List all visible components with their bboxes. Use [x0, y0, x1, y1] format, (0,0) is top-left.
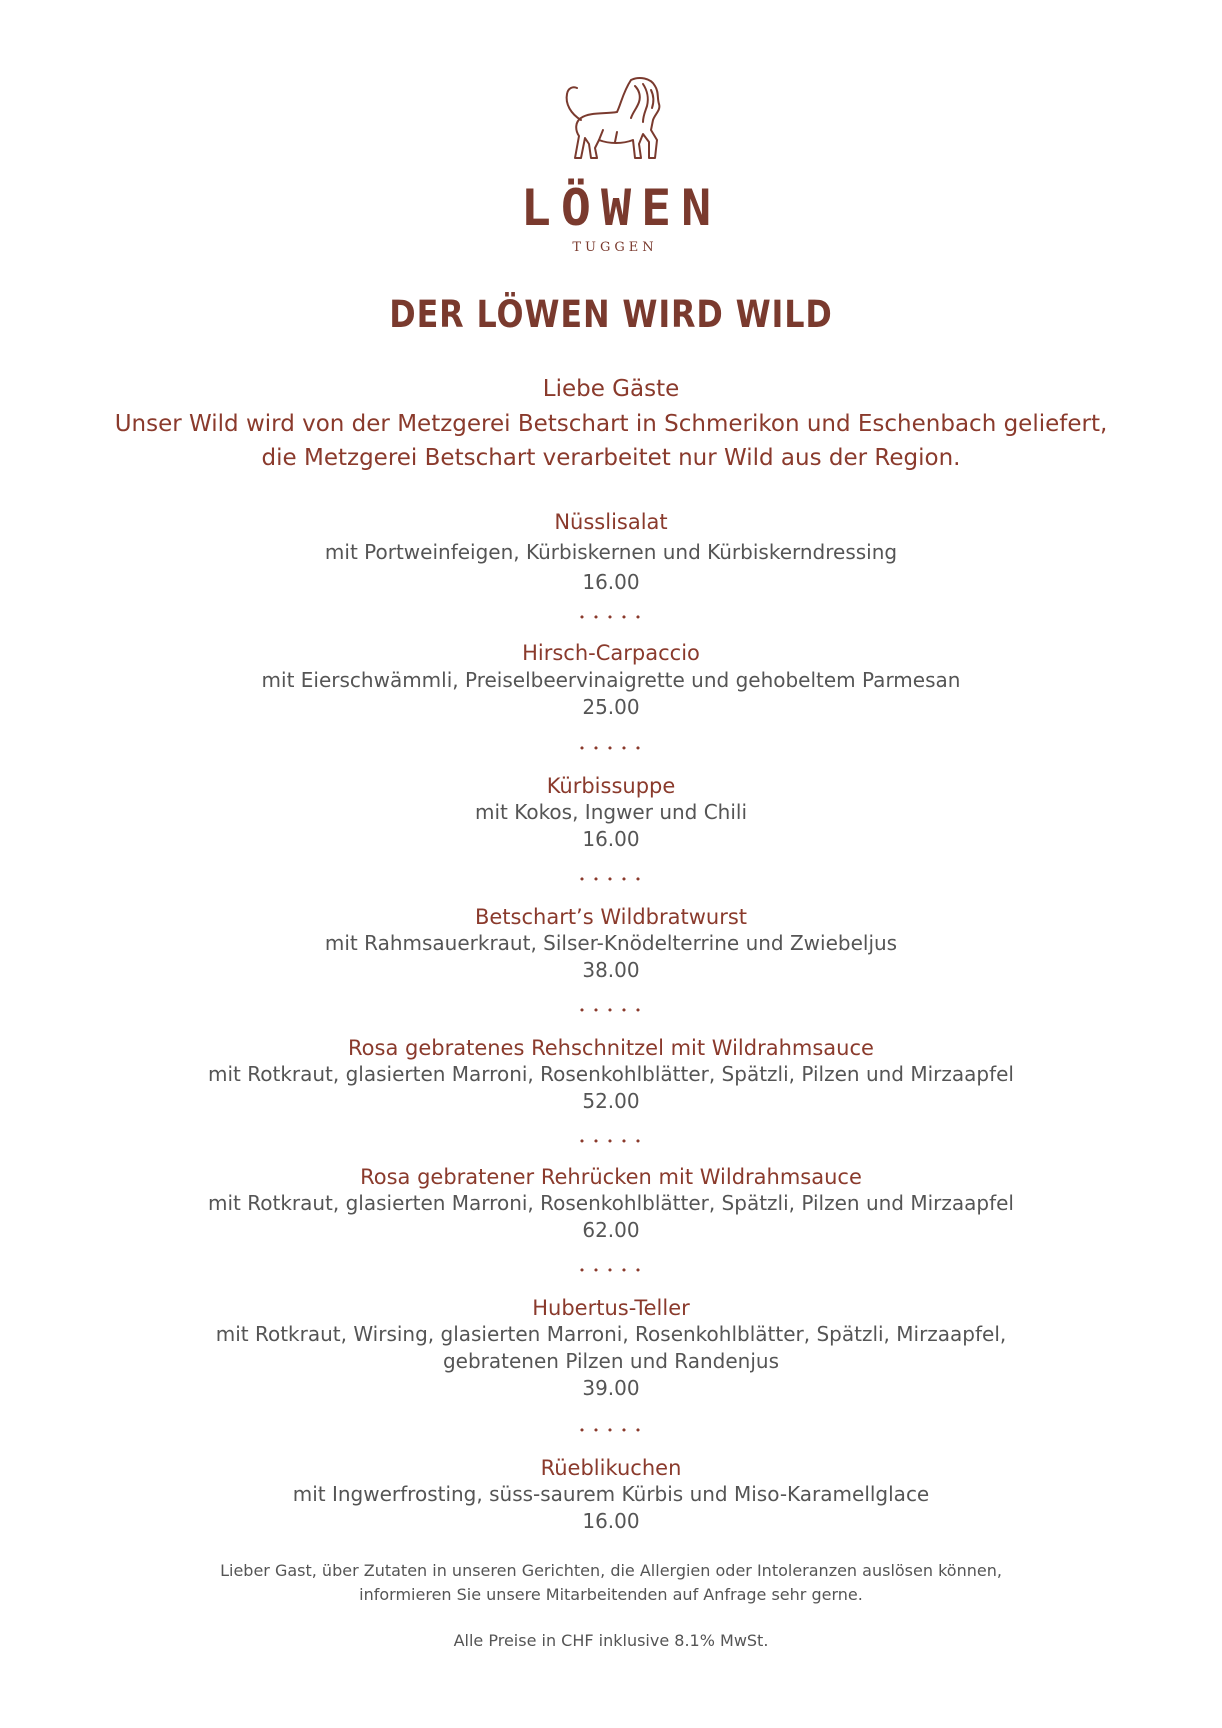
dish-name: Rosa gebratenes Rehschnitzel mit Wildrahmsauce	[348, 1036, 874, 1060]
lion-logo-icon	[559, 74, 669, 162]
intro-line-2: die Metzgerei Betschart verarbeitet nur Wild aus der Region.	[261, 445, 961, 471]
logo-location: TUGGEN	[572, 240, 658, 255]
dish-price: 16.00	[582, 1509, 640, 1533]
dish-name: Betschart’s Wildbratwurst	[474, 905, 748, 929]
dish-price: 16.00	[582, 570, 640, 594]
intro-greeting: Liebe Gäste	[542, 376, 680, 402]
intro-line-1: Unser Wild wird von der Metzgerei Betschart in Schmerikon und Eschenbach geliefert,	[114, 411, 1108, 437]
dish-description-line-2: gebratenen Pilzen und Randenjus	[442, 1349, 780, 1373]
separator-dots: • • • • •	[578, 742, 644, 755]
dish-description: mit Eierschwämmli, Preiselbeervinaigrette und gehobeltem Parmesan	[261, 668, 961, 692]
price-notice: Alle Preise in CHF inklusive 8.1% MwSt.	[453, 1631, 769, 1650]
dish-description: mit Rahmsauerkraut, Silser-Knödelterrine und Zwiebeljus	[324, 931, 898, 955]
dish-price: 62.00	[582, 1218, 640, 1242]
dish-price: 38.00	[582, 958, 640, 982]
dish-price: 16.00	[582, 827, 640, 851]
separator-dots: • • • • •	[578, 1424, 644, 1437]
dish-description: mit Kokos, Ingwer und Chili	[474, 800, 748, 824]
dish-name: Kürbissuppe	[546, 774, 676, 798]
separator-dots: • • • • •	[578, 873, 644, 886]
dish-description: mit Portweinfeigen, Kürbiskernen und Kürbiskerndressing	[324, 540, 898, 564]
dish-description: mit Ingwerfrosting, süss-saurem Kürbis und Miso-Karamellglace	[292, 1482, 930, 1506]
dish-description: mit Rotkraut, glasierten Marroni, Rosenkohlblätter, Spätzli, Pilzen und Mirzaapfel	[208, 1191, 1014, 1215]
separator-dots: • • • • •	[578, 1004, 644, 1017]
dish-name: Rüeblikuchen	[540, 1456, 682, 1480]
dish-description: mit Rotkraut, glasierten Marroni, Rosenkohlblätter, Spätzli, Pilzen und Mirzaapfel	[208, 1062, 1014, 1086]
allergy-notice-line-2: informieren Sie unsere Mitarbeitenden auf Anfrage sehr gerne.	[359, 1585, 863, 1604]
dish-name: Rosa gebratener Rehrücken mit Wildrahmsauce	[360, 1165, 862, 1189]
separator-dots: • • • • •	[578, 1135, 644, 1148]
separator-dots: • • • • •	[578, 611, 644, 624]
logo-wordmark: LÖWEN	[520, 179, 722, 237]
dish-price: 52.00	[582, 1089, 640, 1113]
dish-name: Hirsch-Carpaccio	[522, 641, 700, 665]
dish-price: 39.00	[582, 1376, 640, 1400]
dish-name: Hubertus-Teller	[532, 1296, 690, 1320]
page-title: DER LÖWEN WIRD WILD	[389, 293, 833, 336]
separator-dots: • • • • •	[578, 1264, 644, 1277]
dish-name: Nüsslisalat	[554, 510, 668, 534]
dish-description: mit Rotkraut, Wirsing, glasierten Marroni, Rosenkohlblätter, Spätzli, Mirzaapfel,	[215, 1322, 1007, 1346]
allergy-notice-line-1: Lieber Gast, über Zutaten in unseren Gerichten, die Allergien oder Intoleranzen auslösen können,	[220, 1561, 1002, 1580]
dish-price: 25.00	[582, 695, 640, 719]
